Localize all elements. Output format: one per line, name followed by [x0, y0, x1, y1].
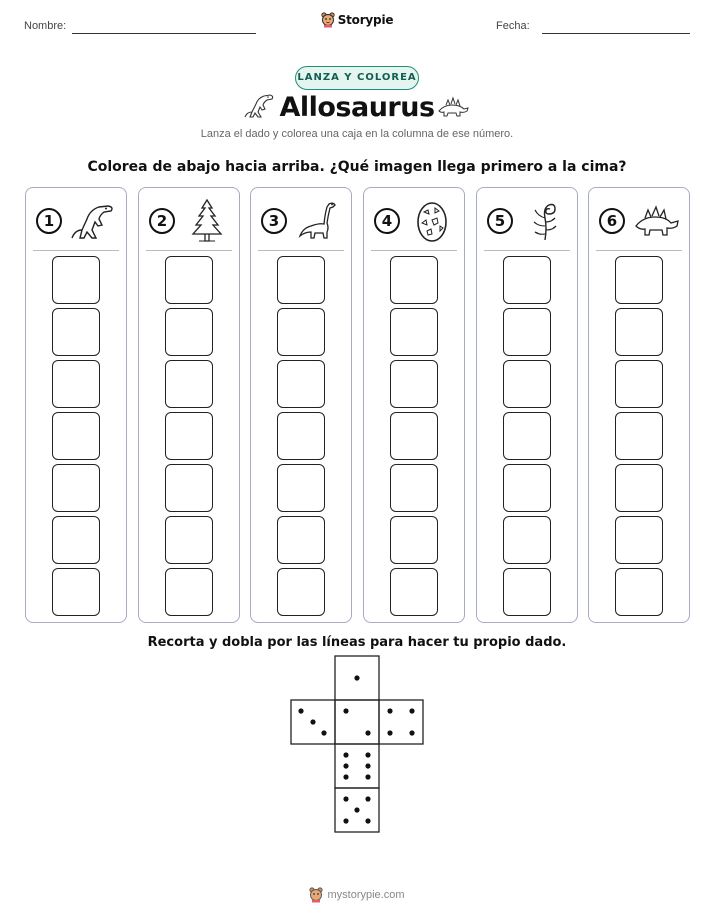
die-face-4	[379, 700, 423, 744]
color-box[interactable]	[390, 360, 438, 408]
dinosaur-egg-icon	[408, 198, 456, 244]
color-box[interactable]	[52, 360, 100, 408]
color-box[interactable]	[503, 256, 551, 304]
name-label: Nombre:	[24, 20, 67, 32]
color-box[interactable]	[390, 308, 438, 356]
color-box[interactable]	[390, 464, 438, 512]
column-divider	[33, 250, 119, 251]
color-box[interactable]	[390, 568, 438, 616]
footer	[0, 887, 714, 908]
color-box[interactable]	[165, 308, 213, 356]
stegosaurus-icon	[633, 198, 681, 244]
color-box[interactable]	[615, 256, 663, 304]
t-rex-icon	[70, 198, 118, 244]
stegosaurus-icon	[436, 96, 470, 118]
column-divider	[596, 250, 682, 251]
cut-instruction: Recorta y dobla por las líneas para hacer tu propio dado.	[147, 635, 567, 650]
color-box[interactable]	[615, 308, 663, 356]
color-box[interactable]	[52, 516, 100, 564]
column-1	[25, 187, 127, 623]
color-box[interactable]	[52, 412, 100, 460]
column-divider	[484, 250, 570, 251]
color-box[interactable]	[503, 464, 551, 512]
color-box[interactable]	[503, 412, 551, 460]
date-label: Fecha:	[496, 20, 530, 32]
color-box[interactable]	[390, 256, 438, 304]
column-number: 2	[149, 208, 175, 234]
name-line	[72, 33, 256, 34]
subtitle: Lanza el dado y colorea una caja en la columna de ese número.	[200, 128, 514, 140]
color-box[interactable]	[503, 516, 551, 564]
color-box[interactable]	[277, 308, 325, 356]
column-divider	[258, 250, 344, 251]
column-number: 5	[487, 208, 513, 234]
brand-name: Storypie	[337, 13, 394, 27]
long-neck-dinosaur-icon	[295, 198, 343, 244]
activity-badge: LANZA Y COLOREA	[295, 66, 419, 90]
color-box[interactable]	[165, 516, 213, 564]
column-5	[476, 187, 578, 623]
column-divider	[371, 250, 457, 251]
storypie-mascot-icon	[309, 887, 323, 903]
die-face-6	[335, 744, 379, 788]
column-6	[588, 187, 690, 623]
color-box[interactable]	[165, 360, 213, 408]
color-box[interactable]	[165, 412, 213, 460]
column-number: 1	[36, 208, 62, 234]
column-number: 6	[599, 208, 625, 234]
color-box[interactable]	[277, 568, 325, 616]
column-3	[250, 187, 352, 623]
color-box[interactable]	[52, 464, 100, 512]
color-box[interactable]	[615, 360, 663, 408]
column-number: 4	[374, 208, 400, 234]
instruction: Colorea de abajo hacia arriba. ¿Qué imagen llega primero a la cima?	[87, 159, 627, 175]
color-box[interactable]	[165, 568, 213, 616]
color-box[interactable]	[277, 412, 325, 460]
color-box[interactable]	[615, 516, 663, 564]
color-box[interactable]	[52, 256, 100, 304]
column-divider	[146, 250, 232, 251]
color-box[interactable]	[165, 464, 213, 512]
color-box[interactable]	[390, 412, 438, 460]
color-box[interactable]	[615, 464, 663, 512]
die-face-2	[335, 700, 379, 744]
storypie-mascot-icon	[321, 12, 335, 28]
page-title: Allosaurus	[279, 92, 435, 123]
footer-url[interactable]: mystorypie.com	[327, 889, 405, 901]
color-box[interactable]	[277, 464, 325, 512]
color-box[interactable]	[503, 568, 551, 616]
color-box[interactable]	[277, 360, 325, 408]
color-box[interactable]	[615, 568, 663, 616]
color-box[interactable]	[503, 360, 551, 408]
brand-logo	[0, 12, 714, 33]
pine-tree-icon	[183, 198, 231, 244]
color-box[interactable]	[503, 308, 551, 356]
color-box[interactable]	[277, 256, 325, 304]
column-number: 3	[261, 208, 287, 234]
date-line	[542, 33, 690, 34]
color-box[interactable]	[52, 568, 100, 616]
column-2	[138, 187, 240, 623]
dice-net	[290, 655, 426, 836]
fern-icon	[521, 198, 569, 244]
color-box[interactable]	[52, 308, 100, 356]
color-box[interactable]	[615, 412, 663, 460]
column-4	[363, 187, 465, 623]
color-box[interactable]	[165, 256, 213, 304]
color-box[interactable]	[277, 516, 325, 564]
color-box[interactable]	[390, 516, 438, 564]
